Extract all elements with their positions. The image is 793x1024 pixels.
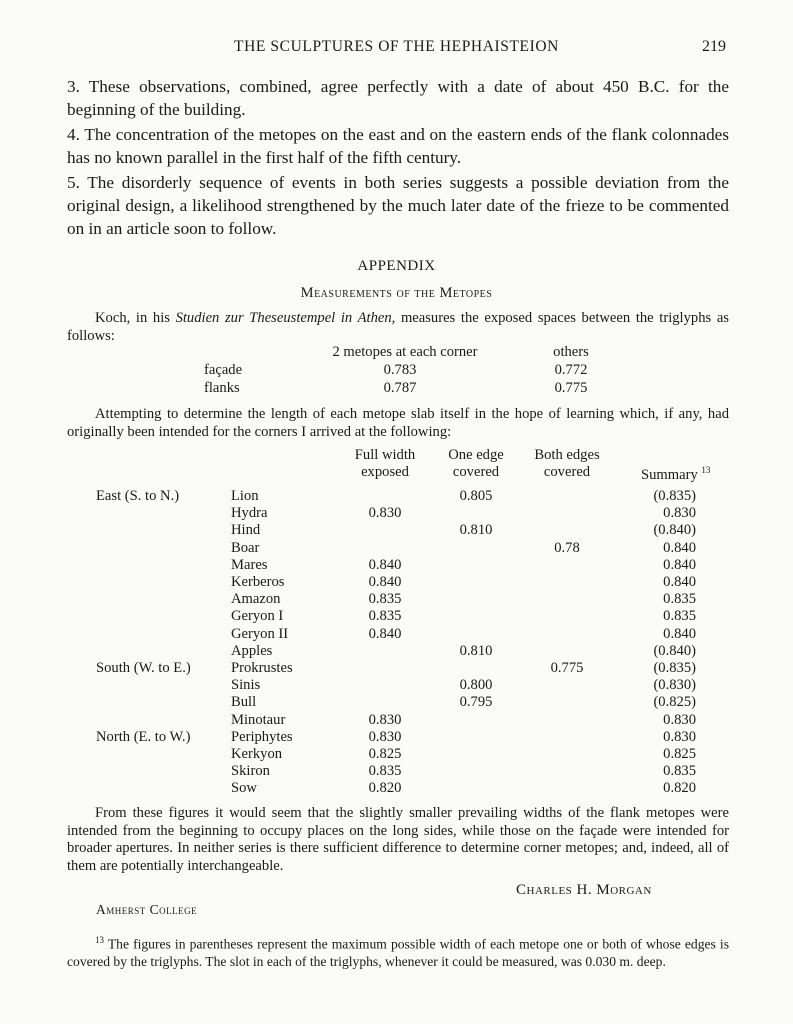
appendix-intro [67, 310, 729, 345]
cell-summary: 0.830 [663, 505, 696, 522]
row-name: Geryon I [231, 608, 284, 625]
cell-summary: (0.840) [653, 522, 696, 539]
row-name: Amazon [231, 591, 281, 608]
appendix-paragraph-3: From these figures it would seem that the slightly smaller prevailing widths of the flank metopes were intended from the beginning to occupy places on the long sides, while those on the façade were intended for broader apertures. In neither series is there sufficient difference to determine corner metopes; and, indeed, all of them are potentially interchangeable. [67, 805, 729, 874]
col-header-full: Full width [354, 447, 416, 463]
col-header-both-2: covered [543, 464, 591, 480]
author-name: Charles H. Morgan [516, 882, 652, 898]
cell-full: 0.840 [368, 625, 402, 642]
appendix-subtitle: Measurements of the Metopes [300, 285, 493, 301]
col-header-one: One edge [448, 447, 504, 463]
row-name: Bull [231, 694, 257, 711]
footnote-number: 13 [95, 935, 104, 945]
cell-summary: 0.840 [663, 574, 696, 590]
cell-summary: (0.835) [653, 488, 696, 504]
cell-summary: 0.840 [663, 539, 696, 556]
cell-full: 0.835 [368, 763, 402, 780]
cell-full: 0.825 [368, 746, 402, 762]
conclusion-3: 3. These observations, combined, agree perfectly with a date of about 450 B.C. for the beginning of the building. [67, 77, 729, 119]
cell-summary: 0.830 [663, 711, 696, 728]
cell-full: 0.835 [368, 608, 402, 625]
koch-col-others-header: others [553, 344, 589, 360]
cell-summary: 0.830 [663, 728, 696, 745]
koch-cell: 0.787 [383, 380, 417, 396]
row-name: Hind [231, 522, 261, 539]
koch-row-label: flanks [204, 380, 240, 396]
koch-cell: 0.772 [554, 362, 588, 378]
cell-full: 0.820 [368, 780, 402, 797]
cell-full: 0.840 [368, 574, 402, 590]
conclusion-4: 4. The concentration of the metopes on the east and on the eastern ends of the flank colonnades has no known parallel in the first half of the fifth century. [67, 125, 729, 167]
col-header-both: Both edges [534, 447, 600, 463]
col-header-full-2: exposed [361, 464, 409, 480]
col-header-summary [641, 465, 710, 484]
row-name: Minotaur [231, 711, 286, 728]
conclusion-5: 5. The disorderly sequence of events in both series suggests a possible deviation from the original design, a likelihood strengthened by the much later date of the frieze to be commented on in an article soon to follow. [67, 173, 729, 238]
cell-full: 0.835 [368, 591, 402, 608]
footnote-text: The figures in parentheses represent the maximum possible width of each metope one or both of whose edges is covered by the triglyphs. The slot in each of the triglyphs, whenever it could be measured, was 0.030 m. deep. [67, 936, 729, 970]
cell-summary: (0.840) [653, 642, 696, 659]
cell-summary: 0.840 [663, 625, 696, 642]
cell-summary: 0.835 [663, 608, 696, 625]
koch-cell: 0.775 [554, 380, 588, 396]
row-name: Kerberos [231, 574, 285, 590]
row-name: Prokrustes [231, 660, 293, 676]
intro-text-start: Koch, in his [95, 310, 176, 326]
row-name: Kerkyon [231, 746, 283, 762]
cell-full: 0.830 [368, 711, 402, 728]
cell-full: 0.840 [368, 556, 402, 573]
row-name: Hydra [231, 505, 268, 522]
row-group: South (W. to E.) [96, 660, 191, 676]
row-name: Sinis [231, 677, 261, 694]
row-name: Sow [231, 780, 257, 797]
koch-row-label: façade [204, 362, 243, 378]
cell-summary: (0.825) [653, 694, 696, 711]
appendix-title: APPENDIX [357, 258, 436, 274]
author-affiliation: Amherst College [96, 902, 198, 917]
row-name: Boar [231, 539, 260, 556]
row-name: Lion [231, 488, 259, 504]
cell-summary: (0.835) [653, 660, 696, 676]
row-group: East (S. to N.) [96, 488, 180, 504]
row-name: Apples [231, 642, 273, 659]
cell-summary: 0.825 [663, 746, 696, 762]
footnote-ref: 13 [701, 465, 711, 475]
appendix-paragraph-2: Attempting to determine the length of each metope slab itself in the hope of learning which, if any, had originally been intended for the corners I arrived at the following: [67, 406, 729, 440]
footnote-13 [67, 932, 729, 971]
cell-one: 0.800 [459, 677, 493, 694]
row-name: Skiron [231, 763, 270, 780]
row-name: Geryon II [231, 625, 289, 642]
cell-summary: 0.835 [663, 763, 696, 780]
cell-full: 0.830 [368, 728, 402, 745]
intro-text-end: measures the exposed spaces between the triglyphs as follows: [67, 310, 729, 344]
cell-summary: 0.820 [663, 780, 696, 797]
cell-summary: 0.840 [663, 556, 696, 573]
koch-col-corner-header: 2 metopes at each corner [332, 344, 478, 360]
book-title: Studien zur Theseustempel in Athen, [175, 310, 396, 326]
row-name: Periphytes [231, 728, 293, 745]
cell-one: 0.810 [459, 522, 493, 539]
cell-full: 0.830 [368, 505, 402, 522]
col-header-one-2: covered [452, 464, 500, 480]
cell-both: 0.78 [554, 539, 580, 556]
summary-label: Summary [641, 466, 698, 483]
row-name: Mares [231, 556, 268, 573]
cell-summary: 0.835 [663, 591, 696, 608]
cell-one: 0.805 [459, 488, 493, 504]
cell-one: 0.810 [459, 642, 493, 659]
page-number: 219 [702, 38, 726, 55]
cell-one: 0.795 [459, 694, 493, 711]
row-group: North (E. to W.) [96, 728, 191, 745]
cell-both: 0.775 [550, 660, 584, 676]
running-header-title: THE SCULPTURES OF THE HEPHAISTEION [234, 38, 559, 55]
cell-summary: (0.830) [653, 677, 696, 694]
koch-cell: 0.783 [383, 362, 417, 378]
